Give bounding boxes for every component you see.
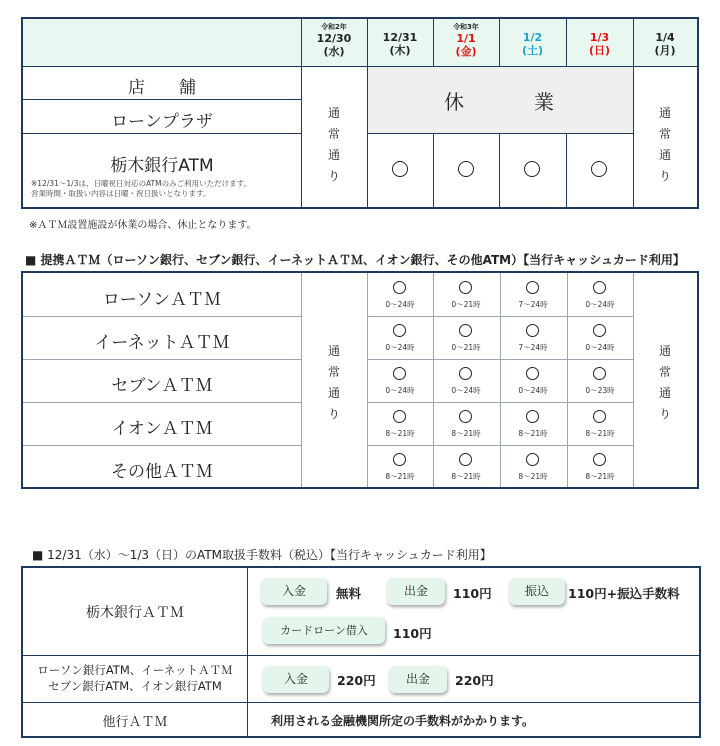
hours-text: 0～24時 — [385, 300, 415, 309]
partner-row-seven: セブンＡＴＭ — [111, 376, 213, 396]
card-loan-fee-text: 110円 — [393, 626, 432, 641]
available-circle-icon — [526, 367, 539, 380]
deposit-badge: 入金 — [263, 666, 329, 693]
hours-text: 8～21時 — [385, 472, 415, 481]
atm-note-line2: 営業時間・取扱い内容は日曜・祝日扱いとなります。 — [31, 189, 211, 198]
hours-text: 0～24時 — [585, 300, 615, 309]
other-banks-fee-text: 利用される金融機関所定の手数料がかかります。 — [271, 714, 535, 728]
fee-section-title: ■ 12/31（水）～1/3（日）のATM取扱手数料（税込）【当行キャッシュカード利用】 — [32, 548, 492, 562]
divider — [23, 702, 699, 703]
divider — [247, 568, 248, 736]
hours-text: 0～24時 — [518, 386, 548, 395]
hours-text: 7～24時 — [518, 343, 548, 352]
available-circle-icon — [593, 453, 606, 466]
partner-row-aeon: イオンＡＴＭ — [111, 419, 213, 439]
withdraw-fee-text: 220円 — [455, 673, 494, 688]
available-circle-icon — [393, 281, 406, 294]
hours-text: 0～24時 — [385, 343, 415, 352]
divider — [367, 19, 368, 207]
deposit-fee-text: 無料 — [336, 586, 362, 601]
available-circle-icon — [458, 161, 474, 177]
divider — [499, 133, 500, 207]
available-circle-icon — [593, 367, 606, 380]
divider — [23, 402, 301, 403]
hours-text: 0～21時 — [451, 343, 481, 352]
hours-text: 8～21時 — [585, 429, 615, 438]
hours-text: 8～21時 — [518, 472, 548, 481]
date-header-1231: 12/31 (木) — [382, 31, 418, 57]
holiday-schedule-table — [21, 17, 699, 209]
available-circle-icon — [593, 324, 606, 337]
divider — [23, 445, 301, 446]
available-circle-icon — [593, 410, 606, 423]
available-circle-icon — [392, 161, 408, 177]
available-circle-icon — [393, 367, 406, 380]
date-header-0102: 1/2 (土) — [521, 31, 544, 57]
hours-text: 8～21時 — [385, 429, 415, 438]
normal-operation-label-left: 通 常 通 り — [327, 106, 340, 183]
transfer-badge: 振込 — [509, 578, 565, 605]
available-circle-icon — [459, 367, 472, 380]
hours-text: 0～24時 — [385, 386, 415, 395]
divider — [23, 655, 699, 656]
available-circle-icon — [393, 324, 406, 337]
fee-row-label-partners: ローソン銀行ATM、イーネットＡＴＭ セブン銀行ATM、イオン銀行ATM — [37, 663, 233, 693]
hours-text: 0～24時 — [585, 343, 615, 352]
normal-operation-label-left: 通 常 通 り — [327, 344, 340, 421]
row-label-loan-plaza: ローンプラザ — [111, 112, 213, 132]
available-circle-icon — [526, 453, 539, 466]
withdraw-badge: 出金 — [389, 666, 447, 693]
date-header-1230: 令和2年 12/30 (水) — [316, 23, 352, 58]
transfer-fee-text: 110円+振込手数料 — [568, 586, 680, 601]
divider — [23, 133, 301, 134]
withdraw-fee-text: 110円 — [453, 586, 492, 601]
available-circle-icon — [526, 281, 539, 294]
hours-text: 8～21時 — [451, 472, 481, 481]
hours-text: 0～24時 — [451, 386, 481, 395]
partner-row-enet: イーネットＡＴＭ — [94, 333, 230, 353]
card-loan-badge: カードローン借入 — [263, 617, 385, 644]
partner-row-other: その他ＡＴＭ — [111, 462, 213, 482]
divider — [433, 273, 434, 487]
hours-text: 0～23時 — [585, 386, 615, 395]
divider — [23, 316, 301, 317]
fee-row-label-other-banks: 他行ＡＴＭ — [102, 715, 168, 730]
hours-text: 7～24時 — [518, 300, 548, 309]
hours-text: 8～21時 — [585, 472, 615, 481]
hours-text: 8～21時 — [518, 429, 548, 438]
atm-note-line1: ※12/31～1/3は、日曜祝日対応のATMのみご利用いただけます。 — [31, 179, 251, 188]
divider — [433, 19, 434, 66]
normal-operation-label-right: 通 常 通 り — [658, 344, 671, 421]
date-header-0104: 1/4 (月) — [654, 31, 676, 57]
available-circle-icon — [393, 410, 406, 423]
divider — [633, 19, 634, 207]
available-circle-icon — [459, 281, 472, 294]
closed-label: 休 業 — [444, 90, 556, 114]
normal-operation-label-right: 通 常 通 り — [658, 106, 671, 183]
hours-text: 0～21時 — [451, 300, 481, 309]
divider — [23, 99, 301, 100]
available-circle-icon — [591, 161, 607, 177]
partner-atm-section-title: ■ 提携ＡＴＭ（ローソン銀行、セブン銀行、イーネットＡＴＭ、イオン銀行、その他ATM）【当行キャッシュカード利用】 — [25, 253, 685, 267]
available-circle-icon — [593, 281, 606, 294]
partner-atm-table — [21, 271, 699, 489]
atm-fee-table — [21, 566, 701, 738]
available-circle-icon — [526, 410, 539, 423]
divider — [499, 19, 500, 66]
facility-closure-footnote: ※ＡＴＭ設置施設が休業の場合、休止となります。 — [29, 220, 257, 231]
deposit-fee-text: 220円 — [337, 673, 376, 688]
date-header-0101: 令和3年 1/1 (金) — [453, 23, 479, 58]
available-circle-icon — [526, 324, 539, 337]
divider — [301, 19, 302, 207]
row-label-store: 店 舗 — [128, 78, 196, 98]
available-circle-icon — [459, 453, 472, 466]
divider — [567, 273, 568, 487]
divider — [633, 273, 634, 487]
date-header-0103: 1/3 (日) — [588, 31, 611, 57]
available-circle-icon — [459, 324, 472, 337]
divider — [433, 133, 434, 207]
divider — [566, 19, 567, 66]
partner-row-lawson: ローソンＡＴＭ — [102, 290, 222, 310]
available-circle-icon — [459, 410, 472, 423]
available-circle-icon — [524, 161, 540, 177]
divider — [367, 273, 368, 487]
available-circle-icon — [393, 453, 406, 466]
divider — [500, 273, 501, 487]
divider — [566, 133, 567, 207]
deposit-badge: 入金 — [261, 578, 327, 605]
withdraw-badge: 出金 — [387, 578, 445, 605]
divider — [301, 273, 302, 487]
row-label-tochigi-atm: 栃木銀行ATM — [110, 156, 214, 176]
divider — [23, 66, 697, 67]
hours-text: 8～21時 — [451, 429, 481, 438]
divider — [23, 359, 301, 360]
fee-row-label-tochigi: 栃木銀行ＡＴＭ — [86, 605, 184, 621]
divider — [367, 133, 633, 134]
